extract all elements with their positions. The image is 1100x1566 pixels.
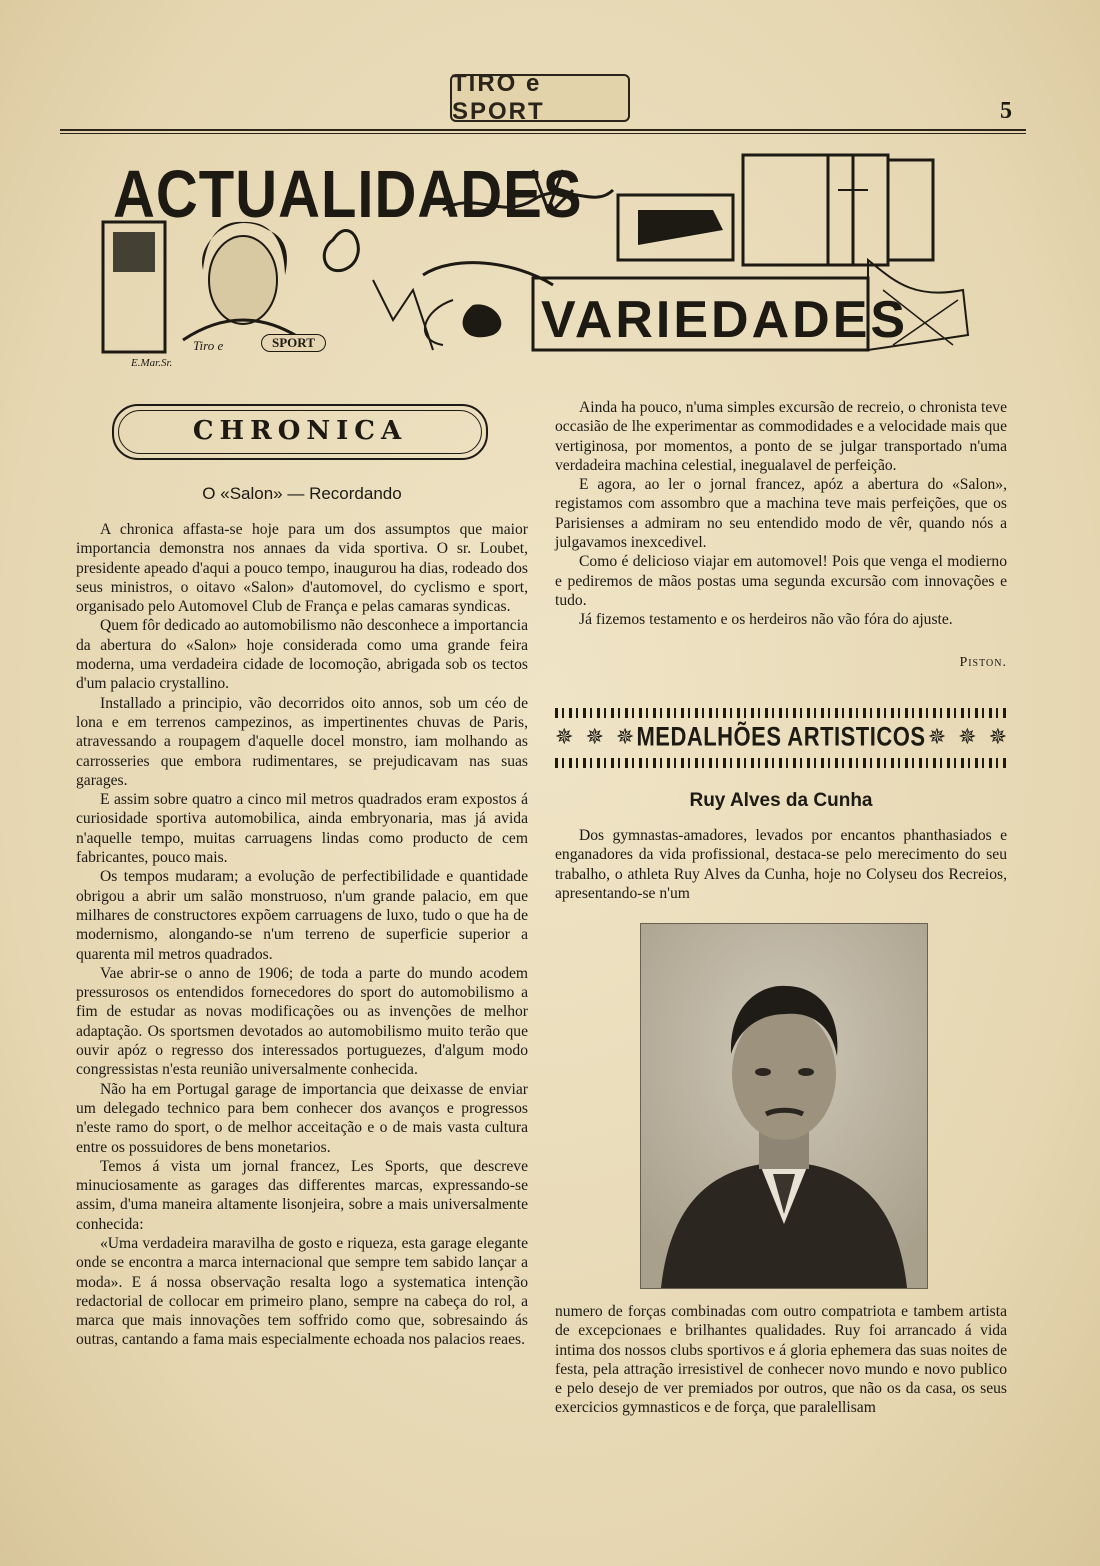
star-icon: ✵: [615, 724, 635, 749]
ornament-border-top: [555, 708, 1007, 718]
star-icon: ✵: [958, 724, 977, 749]
paragraph: Ainda ha pouco, n'uma simples excursão de recreio, o chronista teve occasião de lhe experimentar as commodidades e a velocidade mais que vertiginosa, por momentos, a ponto de se julgar transportado n'uma verdadeira machina celestial, inegualavel de perfeição.: [555, 399, 1007, 474]
medalhoes-title: MEDALHÕES ARTISTICOS: [636, 721, 926, 752]
paragraph: E agora, ao ler o jornal francez, apóz a abertura do «Salon», registamos com assombro que a machina teve mais perfeições, que os Parisienses a admiram no seu entendido modo de vêr, quando nós a julgavamos inexcedivel.: [555, 476, 1007, 552]
banner-title-variedades: VARIEDADES: [541, 291, 909, 349]
top-rule-thin: [60, 133, 1026, 134]
paragraph: Temos á vista um jornal francez, Les Sports, que descreve minuciosamente as garages das differentes marcas, expressando-se assim, d'uma maneira altamente lisonjeira, sobre a mais universalmente conhecida:: [76, 1157, 528, 1233]
star-ornaments-right: [928, 724, 1007, 750]
ornament-border-bottom: [555, 758, 1007, 768]
athlete-name: Ruy Alves da Cunha: [689, 790, 873, 811]
paragraph: Não ha em Portugal garage de importancia que deixasse de enviar um delegado technico para bem conhecer dos avanços e progressos n'este ramo do sport, o de melhor acceitação e o de mais vasta cultura entre os possuidores de bens monetarios.: [76, 1080, 528, 1156]
paragraph: Como é delicioso viajar em automovel! Pois que venga el modierno e pediremos de mãos postas uma segunda excursão com innovações e tudo.: [555, 553, 1007, 609]
paragraph: Installado a principio, vão decorridos oito annos, sob um céo de lona e em terrenos campezinos, as impertinentes chuvas de Paris, atravessando a roupagem d'aquelle docel monstro, iam molhando as carrosseries que embora rudimentares, se prejudicavam nas suas garages.: [76, 694, 528, 789]
banner-title-actualidades: ACTUALIDADES: [113, 157, 583, 232]
chronica-subtitle: O «Salon» — Recordando: [202, 484, 402, 503]
banner-badge-sport: SPORT: [261, 334, 326, 352]
paragraph: E assim sobre quatro a cinco mil metros quadrados eram expostos á curiosidade sportiva automobilica, ainda embryonaria, mas já avida n'aquelle tempo, muitas carruagens lindas como producto de cem fabricantes, pouco mais.: [76, 791, 528, 867]
paragraph: Os tempos mudaram; a evolução de perfectibilidade e quantidade obrigou a abrir um salão monstruoso, n'um grande palacio, em que milhares de constructores expõem carruagens de luxo, tudo o que ha de modernismo, alongando-se n'um terreno de superficie superior a quarenta mil metros quadrados.: [76, 868, 528, 963]
actualidades-banner: [93, 150, 973, 380]
banner-badge-tiro: Tiro e: [193, 338, 224, 353]
medalhoes-header: [555, 721, 1007, 752]
medalhoes-intro: [555, 826, 1007, 903]
chronica-title: CHRONICA: [192, 416, 408, 446]
paragraph: Dos gymnastas-amadores, levados por encantos phanthasiados e enganadores da vida profissional, destaca-se pelo merecimento do seu trabalho, o athleta Ruy Alves da Cunha, hoje no Colyseu dos Recreios, apresentando-se n'um: [555, 827, 1007, 902]
paragraph: Quem fôr dedicado ao automobilismo não desconhece a importancia da abertura do «Salon» hoje considerada como uma grande feira moderna, uma verdadeira cidade de locomoção, abrigada sob os tectos d'um palacio crystallino.: [76, 617, 528, 693]
paragraph: A chronica affasta-se hoje para um dos assumptos que maior importancia demonstra nos annaes da vida sportiva. O sr. Loubet, presidente apeado d'aqui a pouco tempo, inaugurou ha dias, rodeado dos seus ministros, o oitavo «Salon» d'automovel, do cyclismo e sport, organisado pelo Automovel Club de França e pelas camaras syndicas.: [76, 521, 528, 616]
page-number: 5: [1000, 98, 1012, 124]
paragraph: numero de forças combinadas com outro compatriota e tambem artista de excepcionaes e brilhantes qualidades. Ruy foi arrancado á vida intima dos nossos clubs sportivos e á gloria ephemera das suas noites de festa, pela attração irresistivel de conhecer novo mundo e novo publico e pelo desejo de ver premiados por outros, que não os da casa, os seus exercicios gymnasticos e de força, que paralellisam: [555, 1303, 1007, 1417]
star-icon: ✵: [585, 724, 604, 749]
chronica-left-column: [76, 520, 528, 1350]
star-icon: ✵: [555, 724, 574, 749]
star-icon: ✵: [927, 724, 947, 749]
top-rule: [60, 129, 1026, 131]
star-icon: ✵: [988, 724, 1007, 749]
masthead-logo: TIRO e SPORT: [450, 74, 630, 122]
portrait-illustration: [641, 924, 927, 1288]
star-ornaments-left: [555, 724, 634, 750]
author-signature: Piston.: [959, 655, 1007, 670]
paragraph: Já fizemos testamento e os herdeiros não vão fóra do ajuste.: [579, 611, 953, 629]
chronica-right-column: [555, 398, 1007, 630]
medalhoes-continuation: [555, 1302, 1007, 1418]
artist-signature: E.Mar.Sr.: [131, 357, 173, 369]
paragraph: Vae abrir-se o anno de 1906; de toda a parte do mundo acodem pressurosos os entendidos fornecedores do sport do automobilismo a fim de estudar as novas modificações ou as invenções de melhor adaptação. Os sportsmen devotados ao automobilismo muito terão que ouvir apóz o regresso dos interessados portuguezes, d'algum modo congressistas n'esta reunião universalmente conhecida.: [76, 964, 528, 1079]
paragraph: «Uma verdadeira maravilha de gosto e riqueza, esta garage elegante onde se encontra a marca internacional que sempre tem sabido lançar a moda». E á nossa observação resalta logo a systematica intenção redactorial de collocar em primeiro plano, sempre na cabeça do rol, a marca que mais innovações tem soffrido como que, sobresaindo ás outras, cantando a fama mais especialmente echoada nos palacios reaes.: [76, 1234, 528, 1349]
athlete-portrait-photo: [640, 923, 928, 1289]
